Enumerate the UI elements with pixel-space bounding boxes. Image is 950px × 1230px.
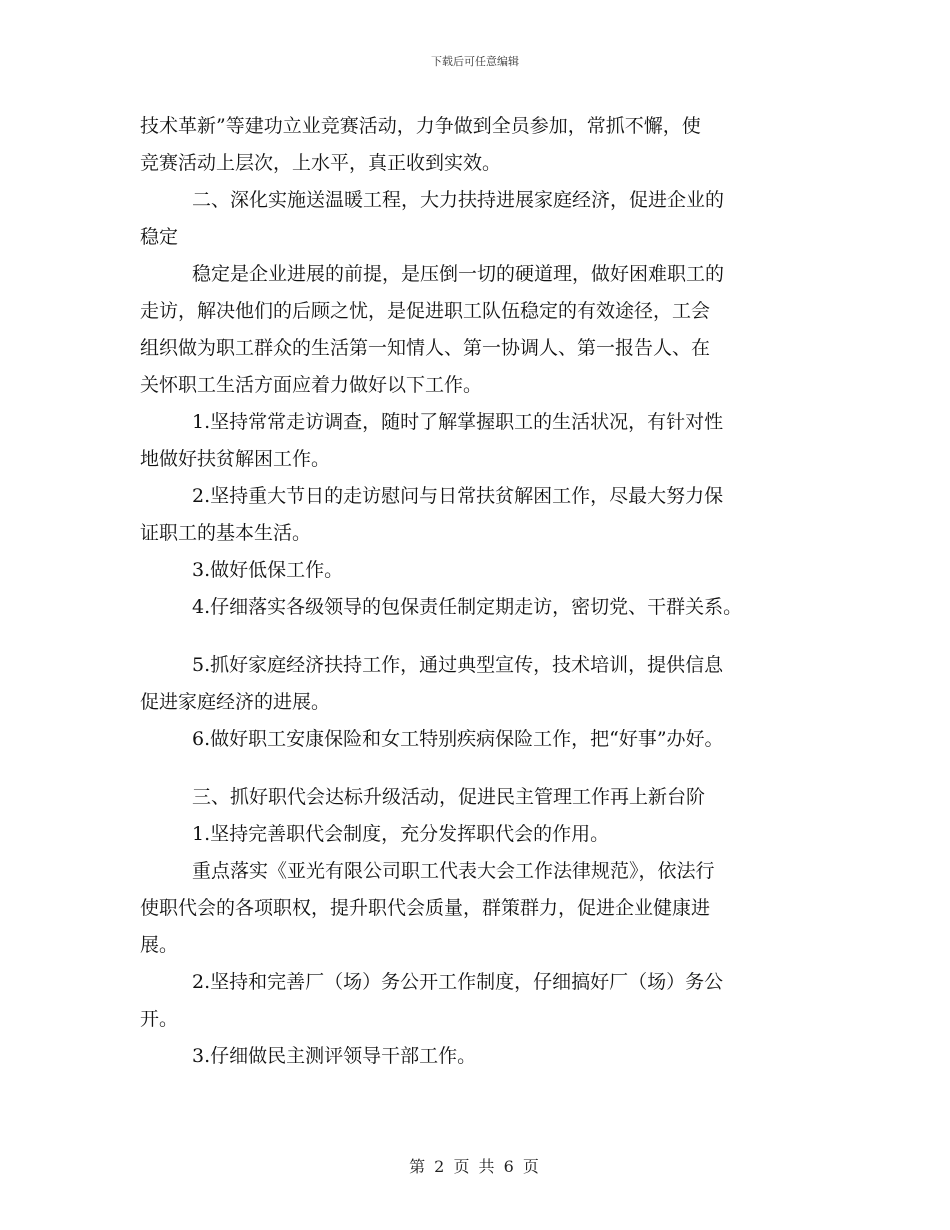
page-footer: 第 2 页 共 6 页: [409, 1157, 541, 1176]
list-item-3-2: 2.坚持和完善厂（场）务公开工作制度，仔细搞好厂（场）务公: [192, 971, 724, 993]
paragraph-line: 竞赛活动上层次，上水平，真正收到实效。: [140, 152, 502, 174]
list-item-6: 6.做好职工安康保险和女工特别疾病保险工作，把“好事”办好。: [192, 728, 724, 750]
section-heading-3: 三、抓好职代会达标升级活动，促进民主管理工作再上新台阶: [192, 786, 706, 808]
list-item-3-1: 1.坚持完善职代会制度，充分发挥职代会的作用。: [192, 823, 610, 845]
list-item-4: 4.仔细落实各级领导的包保责任制定期走访，密切党、干群关系。: [192, 596, 743, 618]
spacer: [140, 758, 820, 779]
list-item-3-3: 3.仔细做民主测评领导干部工作。: [192, 1045, 477, 1067]
spacer: [140, 626, 820, 647]
paragraph-line: 使职代会的各项职权，提升职代会质量，群策群力，促进企业健康进: [140, 897, 711, 919]
list-item-2-cont: 证职工的基本生活。: [140, 522, 312, 544]
list-item-3-2-cont: 开。: [140, 1008, 179, 1030]
list-item-3: 3.做好低保工作。: [192, 559, 344, 581]
list-item-1-cont: 地做好扶贫解困工作。: [140, 448, 331, 470]
list-item-1: 1.坚持常常走访调查，随时了解掌握职工的生活状况，有针对性: [192, 411, 724, 433]
section-heading-2: 二、深化实施送温暖工程，大力扶持进展家庭经济，促进企业的: [192, 189, 725, 211]
list-item-5-cont: 促进家庭经济的进展。: [140, 691, 331, 713]
paragraph-line: 走访，解决他们的后顾之忧，是促进职工队伍稳定的有效途径，工会: [140, 300, 711, 322]
paragraph-line: 组织做为职工群众的生活第一知情人、第一协调人、第一报告人、在: [140, 337, 711, 359]
list-item-5: 5.抓好家庭经济扶持工作，通过典型宣传，技术培训，提供信息: [192, 654, 724, 676]
paragraph-line: 技术革新”等建功立业竞赛活动，力争做到全员参加，常抓不懈，使: [140, 115, 701, 137]
section-heading-2-cont: 稳定: [140, 226, 179, 248]
document-body: [140, 108, 820, 1075]
paragraph-line: 关怀职工生活方面应着力做好以下工作。: [140, 374, 483, 396]
list-item-2: 2.坚持重大节日的走访慰问与日常扶贫解困工作，尽最大努力保: [192, 485, 724, 507]
paragraph-line: 稳定是企业进展的前提，是压倒一切的硬道理，做好困难职工的: [192, 263, 725, 285]
paragraph-line: 重点落实《亚光有限公司职工代表大会工作法律规范》，依法行: [192, 860, 715, 882]
page-header: 下载后可任意编辑: [431, 55, 519, 68]
paragraph-line: 展。: [140, 934, 179, 956]
